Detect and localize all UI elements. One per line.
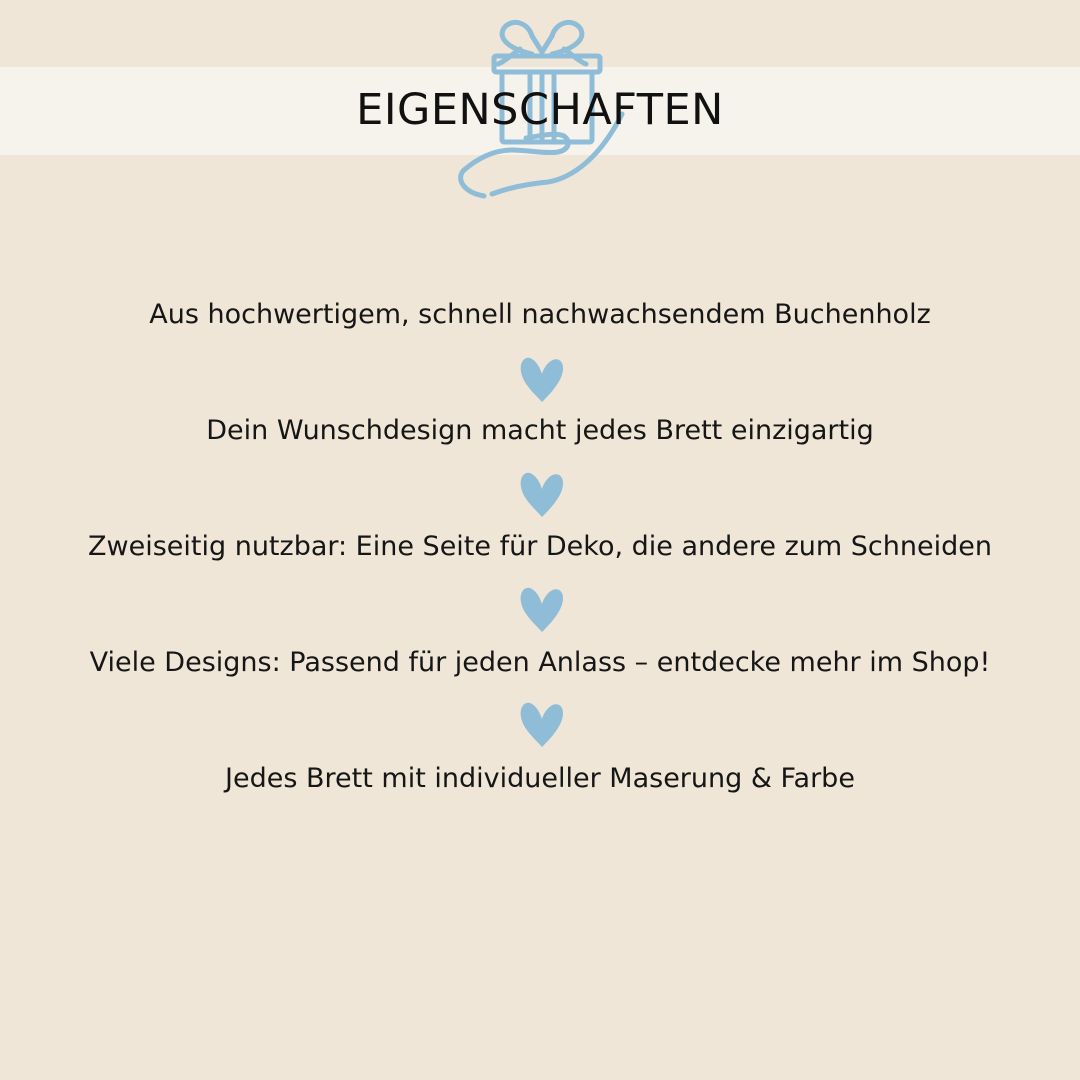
heart-icon [518,469,566,519]
page-title: EIGENSCHAFTEN [356,85,724,135]
feature-item: Jedes Brett mit individueller Maserung & Farbe [225,763,855,794]
feature-item: Viele Designs: Passend für jeden Anlass – entdecke mehr im Shop! [89,647,991,678]
heart-icon [518,354,566,404]
heart-icon [518,699,566,749]
feature-item: Aus hochwertigem, schnell nachwachsendem Buchenholz [149,299,931,330]
feature-item: Zweiseitig nutzbar: Eine Seite für Deko, die andere zum Schneiden [88,531,992,562]
feature-item: Dein Wunschdesign macht jedes Brett einzigartig [206,415,874,446]
heart-icon [518,584,566,634]
